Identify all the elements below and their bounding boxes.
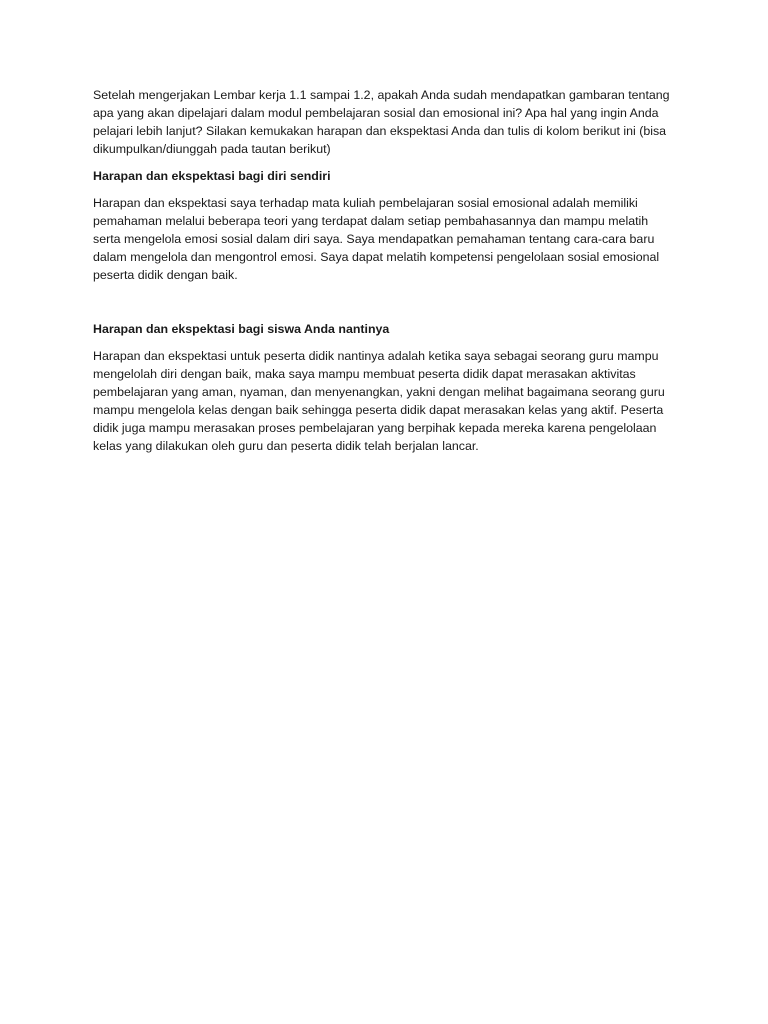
section-heading-students: Harapan dan ekspektasi bagi siswa Anda nantinya xyxy=(93,322,390,336)
section-body-self: Harapan dan ekspektasi saya terhadap mata kuliah pembelajaran sosial emosional adalah memiliki pemahaman melalui beberapa teori yang terdapat dalam setiap pembahasannya dan mampu melatih serta mengelola emosi sosial dalam diri saya. Saya mendapatkan pemahaman tentang cara-cara baru dalam mengelola dan mengontrol emosi. Saya dapat melatih kompetensi pengelolaan sosial emosional peserta didik dengan baik. xyxy=(93,196,660,282)
section-body-students: Harapan dan ekspektasi untuk peserta didik nantinya adalah ketika saya sebagai seorang guru mampu mengelolah diri dengan baik, maka saya mampu membuat peserta didik dapat merasakan aktivitas pembelajaran yang aman, nyaman, dan menyenangkan, yakni dengan melihat bagaimana seorang guru mampu mengelola kelas dengan baik sehingga peserta didik dapat merasakan kelas yang aktif. Peserta didik juga mampu merasakan proses pembelajaran yang berpihak kepada mereka karena pengelolaan kelas yang dilakukan oleh guru dan peserta didik telah berjalan lancar. xyxy=(93,349,665,453)
section-heading-self: Harapan dan ekspektasi bagi diri sendiri xyxy=(93,169,331,183)
intro-paragraph: Setelah mengerjakan Lembar kerja 1.1 sampai 1.2, apakah Anda sudah mendapatkan gambaran tentang apa yang akan dipelajari dalam modul pembelajaran sosial dan emosional ini? Apa hal yang ingin Anda pelajari lebih lanjut? Silakan kemukakan harapan dan ekspektasi Anda dan tulis di kolom berikut ini (bisa dikumpulkan/diunggah pada tautan berikut) xyxy=(93,88,670,156)
document-page xyxy=(93,86,673,455)
